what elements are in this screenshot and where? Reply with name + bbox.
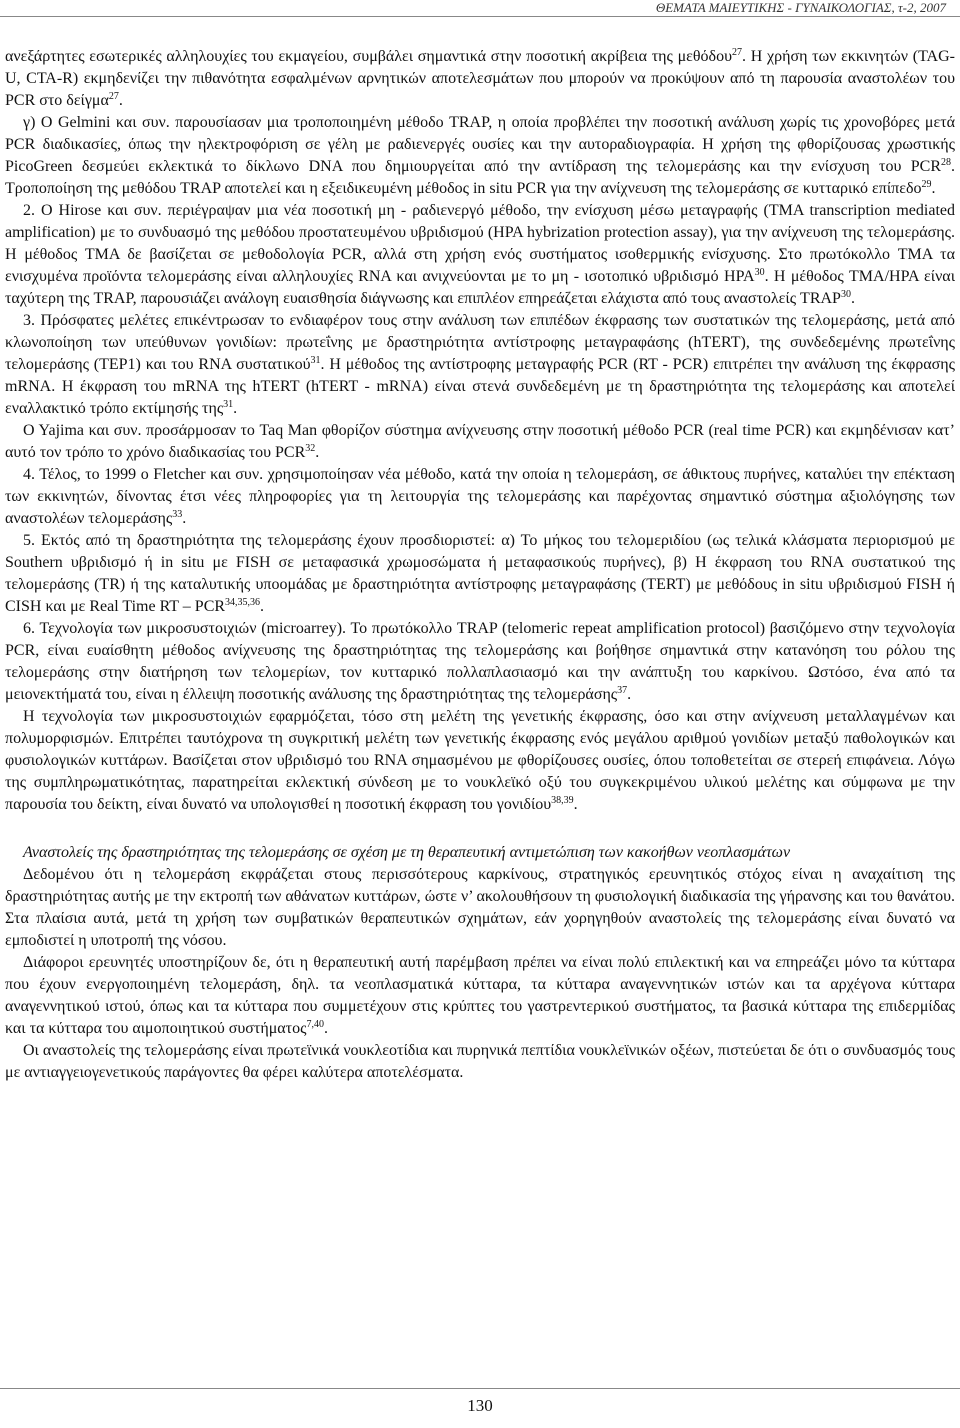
paragraph-text: . Η χρήση των εκκινητών (TAG-U, CTA-R) εκμηδενίζει την πιθανότητα εσφαλμένων αρνητικών αποτελεσμάτων που μπορούν να προκύψουν από τη παρουσία αναστολέων του PCR στο δείγμα — [5, 48, 955, 109]
paragraph-text: . — [627, 686, 632, 703]
paragraph-text: . Η μέθοδος TMA/HPA είναι ταχύτερη της TRAP, παρουσιάζει ανάλογη ευαισθησία διάγνωσης και επιπλέον επηρεάζεται ελάχιστα από τους αναστολείς TRAP — [5, 268, 955, 307]
paragraph-text: . — [182, 510, 187, 527]
citation: 29 — [921, 179, 932, 190]
citation: 27 — [732, 47, 742, 58]
paragraph — [5, 952, 955, 1040]
citation: 27 — [108, 91, 119, 102]
paragraph-text: . — [260, 598, 265, 615]
paragraph-text: . — [850, 290, 855, 307]
paragraph-text: ανεξάρτητες εσωτερικές αλληλουχίες του εκμαγείου, συμβάλει σημαντικά στην ποσοτική ακρίβεια της μεθόδου — [5, 48, 732, 65]
paragraph-text: . — [573, 796, 578, 813]
citation: 30 — [754, 267, 765, 278]
paragraph-text: γ) Ο Gelmini και συν. παρουσίασαν μια τροποποιημένη μέθοδο TRAP, η οποία προβλέπει την ποσοτική ανάλυση χωρίς τις χρονοβόρες μετά PCR διαδικασίες, όπως την ηλεκτροφόριση σε γέλη με ραδιενεργές ουσίες και την αυτοραδιογραφία. Η χρήση της φθορίζουσας χρωστικής PicoGreen δεσμεύει εκλεκτικά το δίκλωνο DNA που δημιουργείται από την αντίδραση της τελομεράσης και την ενίσχυση του PCR — [5, 114, 955, 175]
paragraph-text: O Yajima και συν. προσάρμοσαν το Taq Man φθορίζον σύστημα ανίχνευσης στην ποσοτική μέθοδο PCR (real time PCR) και εκμηδένισαν κατ’ αυτό τον τρόπο το χρόνο διαδικασίας του PCR — [5, 422, 955, 461]
running-head: ΘΕΜΑΤΑ ΜΑΙΕΥΤΙΚΗΣ - ΓΥΝΑΙΚΟΛΟΓΙΑΣ, τ-2, 2007 — [655, 0, 946, 15]
paragraph-text: . Τροποποίηση της μεθόδου TRAP αποτελεί και η εξειδικευμένη μέθοδος in situ PCR για την ανίχνευση της τελομεράσης σε κυτταρικό επίπεδο — [5, 158, 955, 197]
paragraph — [5, 46, 955, 112]
paragraph — [5, 420, 955, 464]
paragraph — [5, 530, 955, 618]
paragraph — [5, 1040, 955, 1084]
paragraph-text: . — [233, 400, 238, 417]
header-rule — [0, 16, 960, 17]
paragraph-text: . — [323, 1020, 328, 1037]
paragraph-text: . — [315, 444, 320, 461]
citation: 30 — [840, 289, 851, 300]
citation: 32 — [305, 443, 316, 454]
citation: 31 — [223, 399, 234, 410]
paragraph — [5, 706, 955, 816]
paragraph-text: Οι αναστολείς της τελομεράσης είναι πρωτεϊνικά νουκλεοτίδια και πυρηνικά πεπτίδια νουκλεϊνικών οξέων, πιστεύεται δε ότι ο συνδυασμός τους με αντιαγγειογενετικούς παράγοντες θα φέρει καλύτερα αποτελέσματα. — [5, 1042, 955, 1081]
paragraph-text: Η τεχνολογία των μικροσυστοιχιών εφαρμόζεται, τόσο στη μελέτη της γενετικής έκφρασης, όσο και στην ανίχνευση μεταλλαγμένων και πολυμορφισμών. Επιτρέπει ταυτόχρονα τη συγκριτική μελέτη των γενετικής έκφρασης ενός μεγάλου αριθμού γονιδίων μεταξύ παθολογικών και φυσιολογικών κυττάρων. Βασίζεται στον υβριδισμό του RNA σημασμένου με φθορίζουσες ουσίες, όπου τοποθετείται σε στερεή επιφάνεια. Λόγω της συμπληρωματικότητας, παρατηρείται εκλεκτική σύνδεση με το νουκλεϊκό οξύ του συγκεκριμένου υλικού μελέτης και σύμφωνα με την παρουσία του δείκτη, είναι δυνατό να υπολογισθεί η ποσοτική έκφραση του γονιδίου — [5, 708, 955, 813]
paragraph — [5, 464, 955, 530]
citation: 34,35,36 — [225, 597, 261, 608]
paragraph — [5, 310, 955, 420]
article-body — [5, 46, 955, 1084]
paragraph-text: 4. Τέλος, το 1999 ο Fletcher και συν. χρησιμοποίησαν νέα μέθοδο, κατά την οποία η τελομεράση, σε άθικτους πυρήνες, καταλύει την επέκταση των εκκινητών, δίνοντας έτσι νέες πληροφορίες για τη λειτουργία της τελομεράσης και παρέχοντας σημαντικό σύστημα αξιολόγησης των αναστολέων τελομεράσης — [5, 466, 955, 527]
paragraph-text: 6. Τεχνολογία των μικροσυστοιχιών (microarrey). Το πρωτόκολλο TRAP (telomeric repeat amplification protocol) βασιζόμενο στην τεχνολογία PCR, είναι ευαίσθητη μέθοδος ανίχνευσης της δραστηριότητας της τελομεράσης και βοήθησε σημαντικά στην κατανόηση του ρόλου της τελομεράσης στην διατήρηση των τελομερίων, τον κυτταρικό πολλαπλασιασμό και την ανάπτυξη του καρκίνου. Ωστόσο, ένα από τα μειονεκτήματά του, είναι η έλλειψη ποσοτικής ανάλυσης της δραστηριότητας της τελομεράσης — [5, 620, 955, 703]
citation: 33 — [172, 509, 183, 520]
paragraph-text: . — [931, 180, 936, 197]
paragraph — [5, 112, 955, 200]
paragraph — [5, 618, 955, 706]
paragraph — [5, 864, 955, 952]
citation: 28 — [941, 157, 951, 168]
paragraph-text: Διάφοροι ερευνητές υποστηρίζουν δε, ότι η θεραπευτική αυτή παρέμβαση πρέπει να είναι πολύ επιλεκτική και να επηρεάζει μόνο τα κύτταρα που έχουν ενεργοποιημένη τελομεράση, δηλ. τα νεοπλασματικά κύτταρα, τα κύτταρα αναγεννητικών ιστών και τα αρχέγονα κύτταρα αναγεννητικού ιστού, όπως και τα κύτταρα που συμμετέχουν στις κρύπτες του γαστρεντερικού συστήματος, τα βασικά κύτταρα της επιδερμίδας και τα κύτταρα του αιμοποιητικού συστήματος — [5, 954, 955, 1037]
citation: 31 — [310, 355, 321, 366]
page-number: 130 — [467, 1396, 493, 1415]
section-title: Αναστολείς της δραστηριότητας της τελομεράσης σε σχέση με τη θεραπευτική αντιμετώπιση των κακοήθων νεοπλασμάτων — [23, 844, 791, 861]
paragraph-text: . — [118, 92, 123, 109]
footer-rule — [0, 1388, 960, 1389]
citation: 7,40 — [306, 1019, 324, 1030]
paragraph-text: Δεδομένου ότι η τελομεράση εκφράζεται στους περισσότερους καρκίνους, στρατηγικός ερευνητικός στόχος είναι η αναχαίτιση της δραστηριότητας αυτής με την εκτροπή των αθάνατων κυττάρων, ώστε ν’ ακολουθήσουν τη φυσιολογική διαδικασία της γήρανσης και του θανάτου. Στα πλαίσια αυτά, μετά τη χρήση των συμβατικών θεραπευτικών σχημάτων, εάν χορηγηθούν αναστολείς της τελομεράσης είναι δυνατό να εμποδιστεί η υποτροπή της νόσου. — [5, 866, 955, 949]
paragraph-text: 3. Πρόσφατες μελέτες επικέντρωσαν το ενδιαφέρον τους στην ανάλυση των επιπέδων έκφρασης των συστατικών της τελομεράσης, μετά από κλωνοποίηση των υπεύθυνων γονιδίων: πρωτεΐνης με δραστηριότητα αντίστροφης μεταγραφάσης (hTERT), της συνδεδεμένης πρωτεΐνης τελομεράσης (TEP1) και του RNA συστατικού — [5, 312, 955, 373]
citation: 38,39 — [551, 795, 574, 806]
paragraph-text: 5. Εκτός από τη δραστηριότητα της τελομεράσης έχουν προσδιοριστεί: α) Το μήκος του τελομεριδίου (ως τελικά κλάσματα περιορισμού με Southern υβριδισμό ή in situ με FISH σε μεταφασικά χρωμοσώματα ή μεταφασικούς πυρήνες), β) Η έκφραση του RNA συστατικού της τελομεράσης (TR) ή της καταλυτικής υποομάδας με δραστηριότητα αντίστροφης μεταγραφάσης (TERT) με μεθόδους in situ υβριδισμού FISH ή CISH και με Real Time RT – PCR — [5, 532, 955, 615]
citation: 37 — [617, 685, 628, 696]
paragraph-text: . Η μέθοδος της αντίστροφης μεταγραφής PCR (RT - PCR) επιτρέπει την ανάλυση της έκφρασης mRNA. Η έκφραση του mRNA της hTERT (hTERT - mRNA) είναι στενά συνδεδεμένη με τη δραστηριότητα της τελομεράσης και αποτελεί εναλλακτικό τρόπο εκτίμησής της — [5, 356, 955, 417]
paragraph — [5, 200, 955, 310]
paragraph-text: 2. Ο Hirose και συν. περιέγραψαν μια νέα ποσοτική μη - ραδιενεργό μέθοδο, την ενίσχυση μέσω μεταγραφής (TMA transcription mediated amplification) με το συνδυασμό της μεθόδου προστατευμένου υβριδισμού (HPA hybrization protection assay), για την ανίχνευση της τελομεράσης. Η μέθοδος TMA δε βασίζεται σε μεθοδολογία PCR, αλλά στη χρήση ενός συστήματος ισοθερμικής ενίσχυσης. Στο πρωτόκολλο TMA τα ενισχυμένα προϊόντα τελομεράσης είναι αλληλουχίες RNA και ανιχνεύονται με το μη - ισοτοπικό υβριδισμό HPA — [5, 202, 955, 285]
